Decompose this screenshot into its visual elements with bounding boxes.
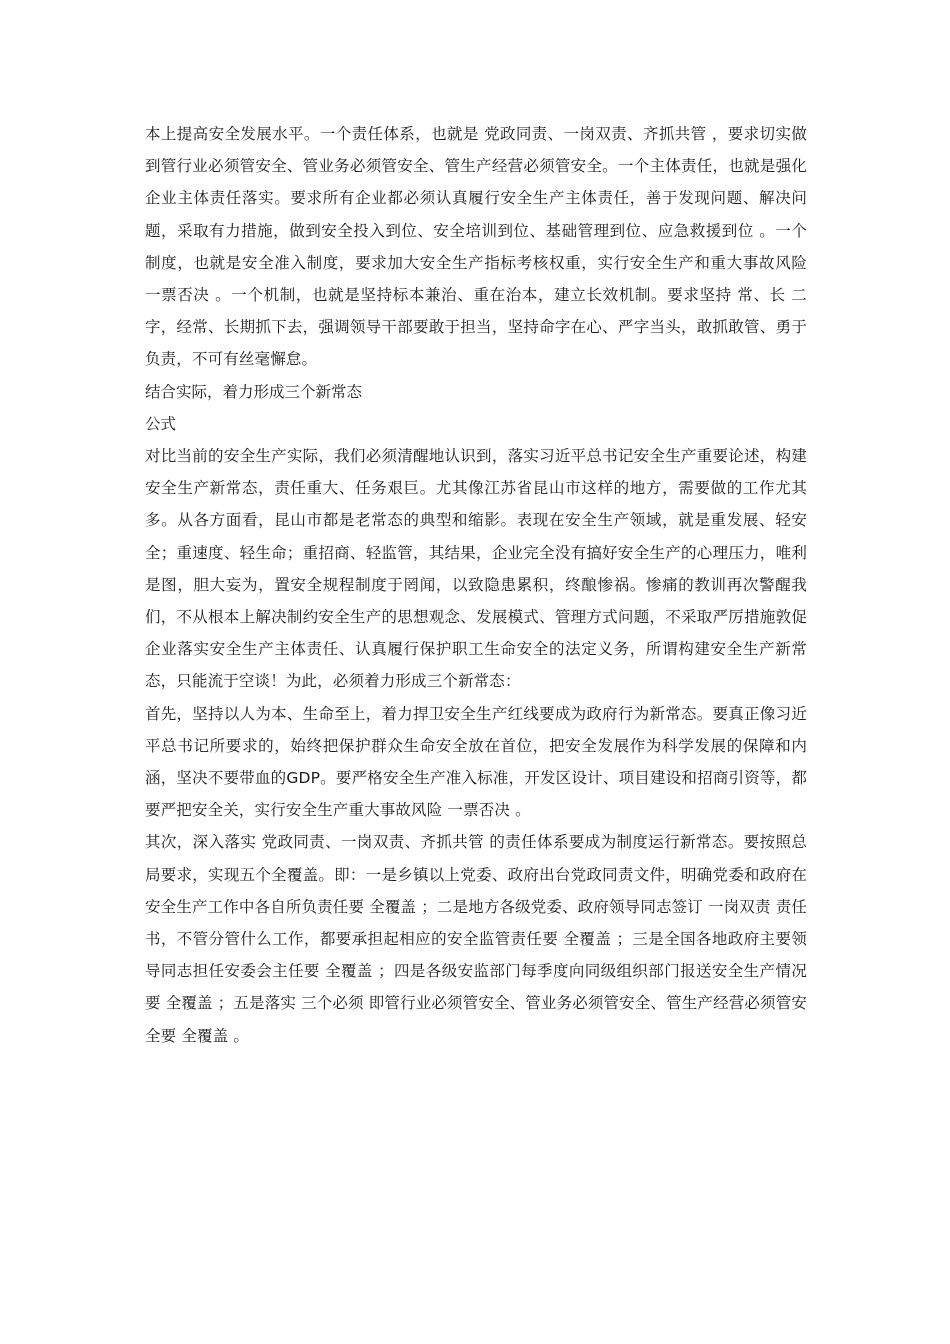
paragraph-first-new-normal: 首先，坚持以人为本、生命至上，着力捍卫安全生产红线要成为政府行为新常态。要真正像习近平总书记所要求的，始终把保护群众生命安全放在首位，把安全发展作为科学发展的保障和内涵，坚决不要带血的GDP。要严格安全生产准入标准，开发区设计、项目建设和招商引资等，都要严把安全关，实行安全生产重大事故风险 一票否决 。	[145, 704, 807, 820]
paragraph-responsibility-system: 本上提高安全发展水平。一个责任体系，也就是 党政同责、一岗双责、齐抓共管 ，要求切实做到管行业必须管安全、管业务必须管安全、管生产经营必须管安全。一个主体责任，也就是强化企业主体责任落实。要求所有企业都必须认真履行安全生产主体责任，善于发现问题、解决问题，采取有力措施，做到安全投入到位、安全培训到位、基础管理到位、应急救援到位 。一个制度，也就是安全准入制度，要求加大安全生产指标考核权重，实行安全生产和重大事故风险 一票否决 。一个机制，也就是坚持标本兼治、重在治本，建立长效机制。要求坚持 常、长 二字，经常、长期抓下去，强调领导干部要敢于担当，坚持命字在心、严字当头，敢抓敢管、勇于负责，不可有丝毫懈怠。	[145, 125, 807, 369]
paragraph-second-new-normal: 其次，深入落实 党政同责、一岗双责、齐抓共管 的责任体系要成为制度运行新常态。要按照总局要求，实现五个全覆盖。即：一是乡镇以上党委、政府出台党政同责文件，明确党委和政府在安全生产工作中各自所负责任要 全覆盖 ；二是地方各级党委、政府领导同志签订 一岗双责 责任书，不管分管什么工作，都要承担起相应的安全监管责任要 全覆盖 ；三是全国各地政府主要领导同志担任安委会主任要 全覆盖 ；四是各级安监部门每季度向同级组织部门报送安全生产情况要 全覆盖 ；五是落实 三个必须 即管行业必须管安全、管业务必须管安全、管生产经营必须管安全要 全覆盖 。	[145, 833, 807, 1045]
formula-label: 公式	[145, 414, 177, 433]
paragraph-current-situation: 对比当前的安全生产实际，我们必须清醒地认识到，落实习近平总书记安全生产重要论述，构建安全生产新常态，责任重大、任务艰巨。尤其像江苏省昆山市这样的地方，需要做的工作尤其多。从各方面看，昆山市都是老常态的典型和缩影。表现在安全生产领域，就是重发展、轻安全；重速度、轻生命；重招商、轻监管，其结果，企业完全没有搞好安全生产的心理压力，唯利是图，胆大妄为，置安全规程制度于罔闻，以致隐患累积，终酿惨祸。惨痛的教训再次警醒我们，不从根本上解决制约安全生产的思想观念、发展模式、管理方式问题，不采取严厉措施敦促企业落实安全生产主体责任、认真履行保护职工生命安全的法定义务，所谓构建安全生产新常态，只能流于空谈！为此，必须着力形成三个新常态：	[145, 447, 807, 691]
document-body	[145, 118, 807, 1052]
section-heading: 结合实际，着力形成三个新常态	[145, 382, 363, 401]
